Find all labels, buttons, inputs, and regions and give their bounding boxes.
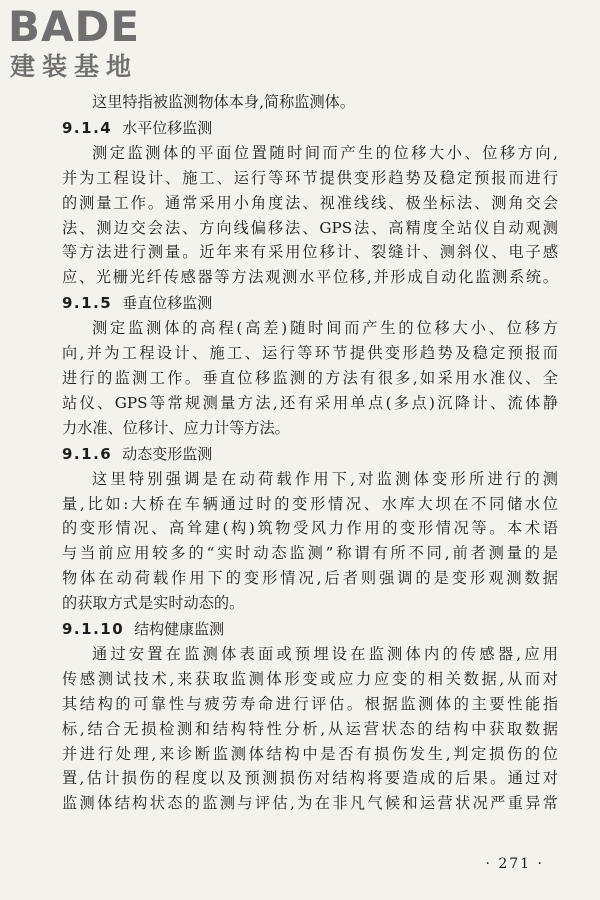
text-line: 其结构的可靠性与疲劳寿命进行评估。根据监测体的主要性能指 (62, 694, 558, 713)
text-line: 物体在动荷载作用下的变形情况,后者则强调的是变形观测数据 (62, 569, 558, 588)
section-title: 结构健康监测 (134, 620, 225, 639)
text-line: 传感测试技术,来获取监测体形变或应力应变的相关数据,从而对 (62, 669, 558, 688)
section-number: 9.1.5 (62, 294, 113, 313)
text-line: 与当前应用较多的“实时动态监测”称谓有所不同,前者测量的是 (62, 544, 558, 563)
text-line: 站仪、GPS等常规测量方法,还有采用单点(多点)沉降计、流体静 (62, 393, 558, 412)
text-line: 这里特指被监测物体本身,简称监测体。 (92, 93, 356, 111)
text-line: 力水准、位移计、应力计等方法。 (62, 418, 290, 437)
section-heading (62, 616, 558, 642)
bade-logo (8, 4, 176, 86)
text-line: 的获取方式是实时动态的。 (62, 594, 245, 613)
text-line: 的测量工作。通常采用小角度法、视准线线、极坐标法、测角交会 (62, 193, 558, 212)
text-line: 进行的监测工作。垂直位移监测的方法有很多,如采用水准仪、全 (62, 369, 558, 388)
paragraph (62, 90, 558, 115)
text-line: 并进行处理,来诊断监测体结构中是否有损伤发生,判定损伤的位 (62, 744, 558, 763)
text-line: 的变形情况、高耸建(构)筑物受风力作用的变形情况等。本术语 (62, 519, 558, 538)
section-title: 垂直位移监测 (122, 294, 213, 313)
section-number: 9.1.6 (62, 444, 113, 463)
text-line: 置,估计损伤的程度以及预测损伤对结构将要造成的后果。通过对 (62, 769, 558, 788)
logo-wordmark: BADE (8, 2, 141, 51)
section-heading (62, 441, 558, 467)
logo-subtitle: 建装基地 (10, 52, 139, 81)
text-line: 向,并为工程设计、施工、运行等环节提供变形趋势及稳定预报而 (62, 344, 558, 363)
paragraph (62, 316, 558, 440)
text-line: 应、光栅光纤传感器等方法观测水平位移,并形成自动化监测系统。 (62, 268, 558, 287)
text-line: 监测体结构状态的监测与评估,为在非凡气候和运营状况严重异常 (62, 794, 558, 813)
text-line: 并为工程设计、施工、运行等环节提供变形趋势及稳定预报而进行 (62, 168, 558, 187)
section-title: 动态变形监测 (122, 444, 213, 463)
section-number: 9.1.10 (62, 620, 125, 639)
paragraph (62, 467, 558, 616)
section-number: 9.1.4 (62, 118, 113, 137)
page-number: · 271 · (485, 856, 544, 872)
paragraph (62, 642, 558, 816)
text-line: 法、测边交会法、方向线偏移法、GPS法、高精度全站仪自动观测 (62, 218, 558, 237)
paragraph (62, 141, 558, 290)
text-line: 测定监测体的高程(高差)随时间而产生的位移大小、位移方 (92, 319, 558, 338)
document-body (62, 90, 558, 816)
text-line: 标,结合无损检测和结构特性分析,从运营状态的结构中获取数据 (62, 719, 558, 738)
text-line: 测定监测体的平面位置随时间而产生的位移大小、位移方向, (92, 143, 558, 162)
section-heading (62, 115, 558, 141)
text-line: 等方法进行测量。近年来有采用位移计、裂缝计、测斜仪、电子感 (62, 243, 558, 262)
text-line: 通过安置在监测体表面或预埋设在监测体内的传感器,应用 (92, 645, 558, 664)
text-line: 这里特别强调是在动荷载作用下,对监测体变形所进行的测 (92, 469, 558, 488)
section-title: 水平位移监测 (122, 118, 213, 137)
text-line: 量,比如:大桥在车辆通过时的变形情况、水库大坝在不同储水位 (62, 494, 558, 513)
section-heading (62, 290, 558, 316)
